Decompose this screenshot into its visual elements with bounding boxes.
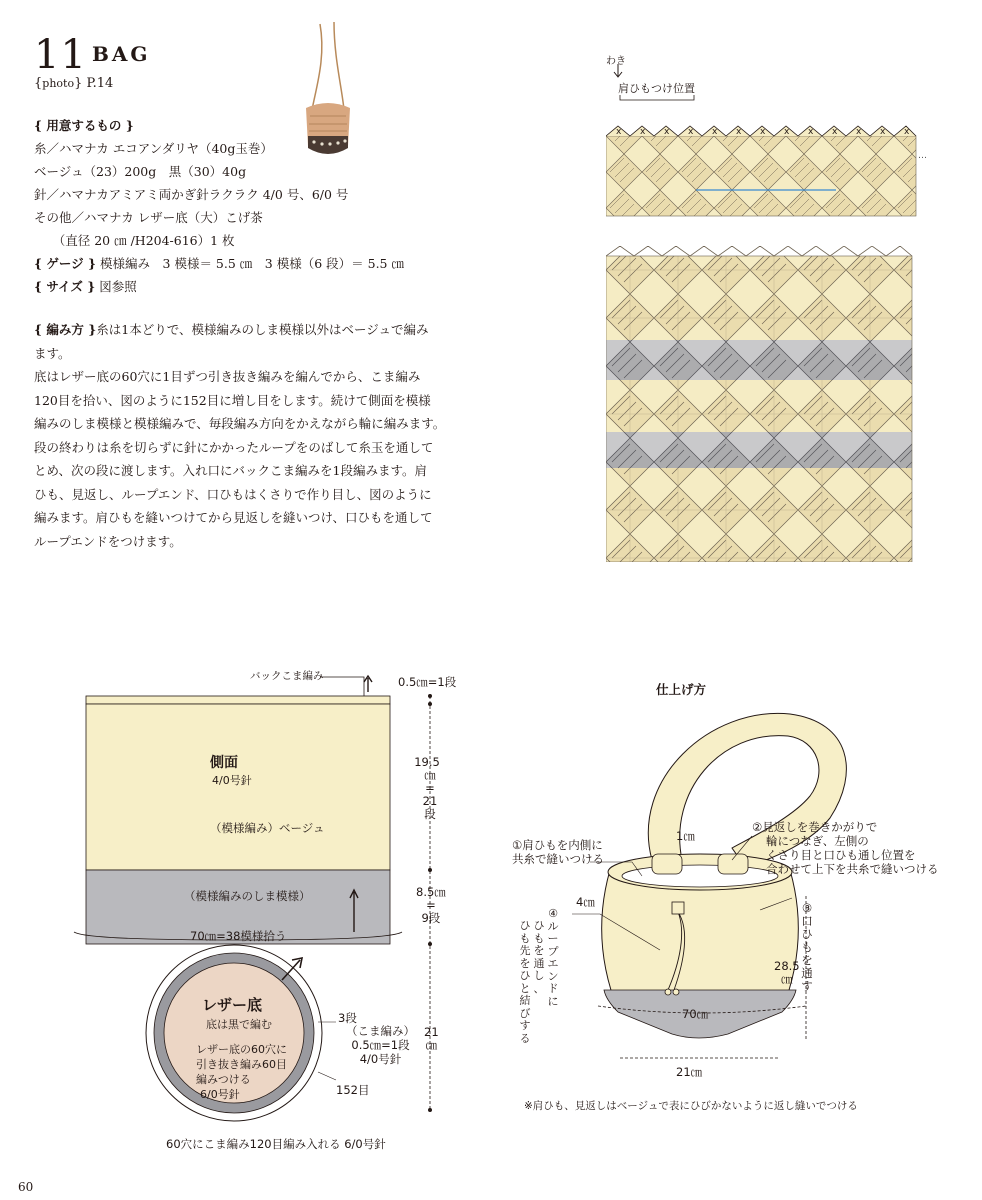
strap-position-bracket <box>618 94 698 104</box>
dim-side-part: ㎝ <box>424 768 436 782</box>
method-line: とめ、次の段に渡します。入れ口にバックこま編みを1段編みます。肩 <box>34 463 427 478</box>
photo-label: photo <box>42 77 75 90</box>
dim-top: 0.5㎝=1段 <box>398 675 457 689</box>
dim-stripe-part: = <box>426 898 436 912</box>
materials-heading-text: 用意するもの <box>46 118 122 133</box>
size-heading: サイズ <box>46 279 83 294</box>
materials-line: 糸／ハマナカ エコアンダリヤ（40g玉巻） <box>34 141 273 156</box>
dim-side-part: = <box>425 781 435 795</box>
finished-bag-illustration <box>560 700 880 1100</box>
note-3-char: を <box>801 953 813 967</box>
pattern-title: BAG <box>92 42 151 66</box>
materials-line: その他／ハマナカ レザー底（大）こげ茶 <box>34 210 263 225</box>
base-sc-line: （こま編み） <box>346 1024 415 1038</box>
dim-side-part: 21 <box>422 794 438 808</box>
method-heading: 編み方 <box>46 322 84 337</box>
base-count: 152目 <box>336 1083 370 1097</box>
note-3-char: ひ <box>801 927 813 941</box>
dim-height-part: 28.5 <box>774 959 800 973</box>
note-4-char: ド <box>547 982 559 995</box>
method-line: 編みのしま模様と模様編みで、毎段編み方向をかえながら輪に編みます。 <box>34 416 446 431</box>
svg-text:…: … <box>918 151 927 161</box>
gauge-heading: ゲージ <box>46 256 84 271</box>
base-sc <box>346 1024 415 1066</box>
bottom-width: 70㎝=38模様拾う <box>190 929 287 943</box>
note-4 <box>546 908 560 1008</box>
materials-section <box>34 114 474 298</box>
svg-text:x: x <box>688 127 694 137</box>
svg-text:x: x <box>808 127 814 137</box>
svg-text:x: x <box>712 127 718 137</box>
svg-text:x: x <box>784 127 790 137</box>
svg-text:x: x <box>664 127 670 137</box>
dim-side-part: 段 <box>424 807 436 821</box>
svg-text:x: x <box>856 127 862 137</box>
dim-stripe-part: 8.5㎝ <box>416 885 446 899</box>
base-inner-line: レザー底の60穴に <box>196 1043 287 1056</box>
dim-70cm: 70㎝ <box>682 1007 709 1021</box>
note-4b-char: 、 <box>533 981 545 995</box>
note-4c-char: を <box>519 956 531 970</box>
dim-side <box>414 755 440 821</box>
stripe-label: （模様編みのしま模様） <box>184 889 311 903</box>
method-line: { 編み方 }糸は1本どりで、模様編みのしま模様以外はベージュで編み <box>34 322 429 337</box>
dim-height-part: ㎝ <box>781 972 793 986</box>
note-4-char: プ <box>547 944 559 958</box>
note-3-char: も <box>801 940 813 954</box>
note-4c-char: び <box>519 1006 531 1020</box>
side-title: 側面 <box>210 755 238 771</box>
note-4-char: に <box>547 994 559 1008</box>
base-inner-line: 引き抜き編み60目 <box>196 1058 287 1071</box>
note-4c-char: ひ <box>519 919 531 932</box>
note-4b-char: を <box>533 944 545 957</box>
note-3-char: ③ <box>801 901 813 915</box>
note-3 <box>800 902 814 993</box>
note-4-char: エ <box>547 957 559 970</box>
note-2 <box>752 820 939 876</box>
side-label: わき <box>606 56 626 67</box>
note-4b-char: も <box>533 931 545 945</box>
note-4c-char: も <box>519 931 531 945</box>
note-2-line: 合わせて上下を共糸で縫いつける <box>766 862 939 876</box>
size-text: 図参照 <box>99 279 137 294</box>
method-line: ループエンドをつけます。 <box>34 533 182 549</box>
method-line: ます。 <box>34 345 71 361</box>
base-bottom: 60穴にこま編み120目編み入れる 6/0号針 <box>166 1137 386 1151</box>
materials-line: ベージュ（23）200g 黒（30）40g <box>34 164 247 179</box>
method-text: 糸は1本どりで、模様編みのしま模様以外はベージュで編み <box>96 322 429 337</box>
base-inner-line: 6/0号針 <box>200 1088 240 1101</box>
materials-heading: { 用意するもの } <box>34 118 134 133</box>
base-sub: 底は黒で編む <box>206 1018 272 1031</box>
note-4c-char: 先 <box>519 944 531 957</box>
base-title: レザー底 <box>202 996 263 1014</box>
dim-1cm: 1㎝ <box>676 829 695 843</box>
note-1-line: 共糸で縫いつける <box>512 852 604 866</box>
note-4c-char: 結 <box>519 994 531 1007</box>
note-4-char: ン <box>547 969 559 983</box>
note-1 <box>512 838 604 866</box>
dim-side-part: 19.5 <box>414 755 440 769</box>
side-hook: 4/0号針 <box>212 774 252 787</box>
size-line: { サイズ } 図参照 <box>34 279 137 294</box>
dim-base-part: 21 <box>424 1025 439 1039</box>
note-4c-char: ひ <box>519 969 531 982</box>
svg-text:x: x <box>880 127 886 137</box>
main-stitch-chart <box>606 246 918 562</box>
svg-text:x: x <box>640 127 646 137</box>
svg-text:x: x <box>832 127 838 137</box>
materials-line: （直径 20 ㎝ /H204-616）1 枚 <box>34 233 235 248</box>
dim-height <box>774 960 800 986</box>
finish-title: 仕上げ方 <box>656 682 707 697</box>
pattern-number: 11 <box>34 32 87 78</box>
note-3-char: 通 <box>801 966 813 980</box>
base-inner-line: 編みつける <box>196 1073 251 1086</box>
note-4c-char: す <box>519 1019 531 1032</box>
materials-line: 針／ハマナカアミアミ両かぎ針ラクラク 4/0 号、6/0 号 <box>34 187 349 202</box>
side-pattern: （模様編み）ベージュ <box>210 821 325 835</box>
back-sc-label: バックこま編み <box>250 670 324 682</box>
note-4c <box>518 920 532 1045</box>
dim-base <box>424 1026 439 1052</box>
top-stitch-chart <box>606 118 936 218</box>
note-2-line: 輪につなぎ、左側の <box>766 834 869 848</box>
base-sc-line: 4/0号針 <box>359 1052 402 1066</box>
photo-page: P.14 <box>86 76 114 91</box>
note-2-line: ②見返しを巻きかがりで <box>752 820 878 834</box>
method-section <box>34 318 459 553</box>
page-number: 60 <box>18 1180 34 1194</box>
note-3-char: 口 <box>801 914 813 928</box>
photo-reference: {photo} P.14 <box>34 76 114 91</box>
note-3-char: す <box>801 979 813 993</box>
base-rows: 3段 <box>338 1011 357 1025</box>
method-line: 段の終わりは糸を切らずに針にかかったループをのばして糸玉を通して <box>34 439 434 455</box>
svg-text:x: x <box>760 127 766 137</box>
dim-stripe-part: 9段 <box>421 911 441 925</box>
dim-base-part: ㎝ <box>425 1038 438 1052</box>
svg-text:x: x <box>904 127 910 137</box>
method-line: 120目を拾い、図のように152目に増し目をします。続けて側面を模様 <box>34 392 431 408</box>
note-4c-char: と <box>519 981 531 995</box>
gauge-line: { ゲージ } 模様編み 3 模様＝ 5.5 ㎝ 3 模様（6 段）＝ 5.5 ㎝ <box>34 256 404 271</box>
note-1-line: ①肩ひもを内側に <box>512 838 603 852</box>
finish-footnote: ※肩ひも、見返しはベージュで表にひびかないように返し縫いでつける <box>524 1100 858 1112</box>
side-arrow <box>610 62 630 82</box>
note-4b <box>532 920 546 995</box>
strap-position-label: 肩ひもつけ位置 <box>618 82 695 95</box>
base-sc-line: 0.5㎝=1段 <box>351 1038 410 1052</box>
note-4b-char: 通 <box>533 956 545 970</box>
svg-text:x: x <box>616 127 622 137</box>
note-2-line: くさり目と口ひも通し位置を <box>766 848 916 862</box>
dim-4cm: 4㎝ <box>576 895 595 909</box>
base-inner <box>196 1042 287 1102</box>
gauge-text: 模様編み 3 模様＝ 5.5 ㎝ 3 模様（6 段）＝ 5.5 ㎝ <box>100 256 404 271</box>
method-line: ひも、見返し、ループエンド、口ひもはくさりで作り目し、図のように <box>34 486 432 502</box>
svg-text:x: x <box>736 127 742 137</box>
method-line: 底はレザー底の60穴に1目ずつ引き抜き編みを編んでから、こま編み <box>34 369 421 384</box>
dim-stripe <box>416 886 446 925</box>
note-4-char: ー <box>547 932 559 945</box>
note-4c-char: る <box>519 1031 531 1045</box>
method-line: 編みます。肩ひもを縫いつけてから見返しを縫いつけ、口ひもを通して <box>34 510 433 525</box>
note-4-char: ル <box>547 919 559 933</box>
note-4b-char: ひ <box>533 919 545 932</box>
note-4b-char: し <box>533 969 545 982</box>
note-4-char: ④ <box>548 907 558 920</box>
dim-21cm: 21㎝ <box>676 1065 703 1079</box>
